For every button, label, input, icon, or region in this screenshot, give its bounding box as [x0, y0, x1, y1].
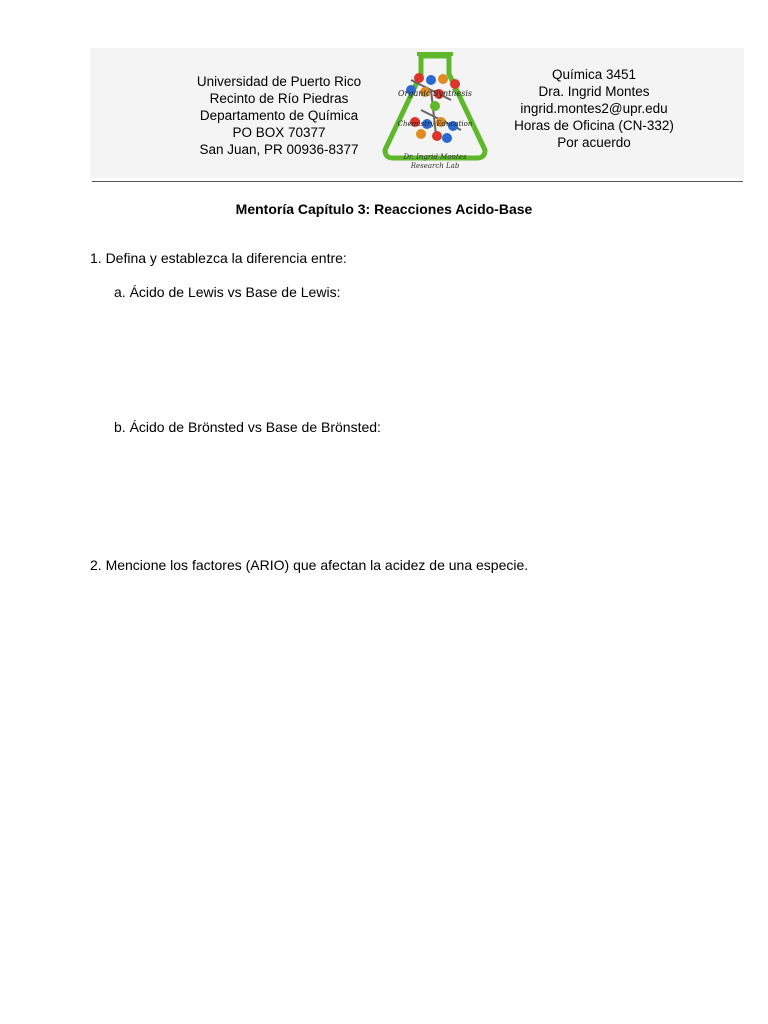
institution-line: PO BOX 70377: [232, 125, 326, 140]
course-line: Química 3451: [551, 67, 637, 82]
question-1a: a. Ácido de Lewis vs Base de Lewis:: [114, 284, 341, 300]
course-line: Por acuerdo: [557, 135, 631, 150]
course-line: ingrid.montes2@upr.edu: [520, 101, 668, 116]
logo-mid-text: Chemistry Education: [397, 120, 473, 128]
institution-line: San Juan, PR 00936-8377: [199, 142, 359, 157]
course-line: Horas de Oficina (CN-332): [514, 118, 674, 133]
logo-caption-line: Research Lab: [410, 162, 460, 170]
institution-line: Universidad de Puerto Rico: [196, 74, 362, 89]
question-1: 1. Defina y establezca la diferencia entre:: [90, 250, 347, 266]
institution-block: [186, 73, 372, 158]
institution-line: Recinto de Río Piedras: [209, 91, 349, 106]
logo-caption-line: Dr. Ingrid Montes: [403, 153, 467, 161]
question-2: 2. Mencione los factores (ARIO) que afectan la acidez de una especie.: [90, 557, 529, 573]
question-1b: b. Ácido de Brönsted vs Base de Brönsted:: [114, 419, 381, 435]
logo-top-text: Organic Synthesis: [397, 89, 473, 98]
logo-caption: [381, 153, 489, 171]
course-block: [505, 66, 683, 151]
header-divider: [92, 181, 743, 182]
course-line: Dra. Ingrid Montes: [538, 84, 650, 99]
institution-line: Departamento de Química: [199, 108, 359, 123]
page-title: Mentoría Capítulo 3: Reacciones Acido-Base: [235, 201, 533, 217]
